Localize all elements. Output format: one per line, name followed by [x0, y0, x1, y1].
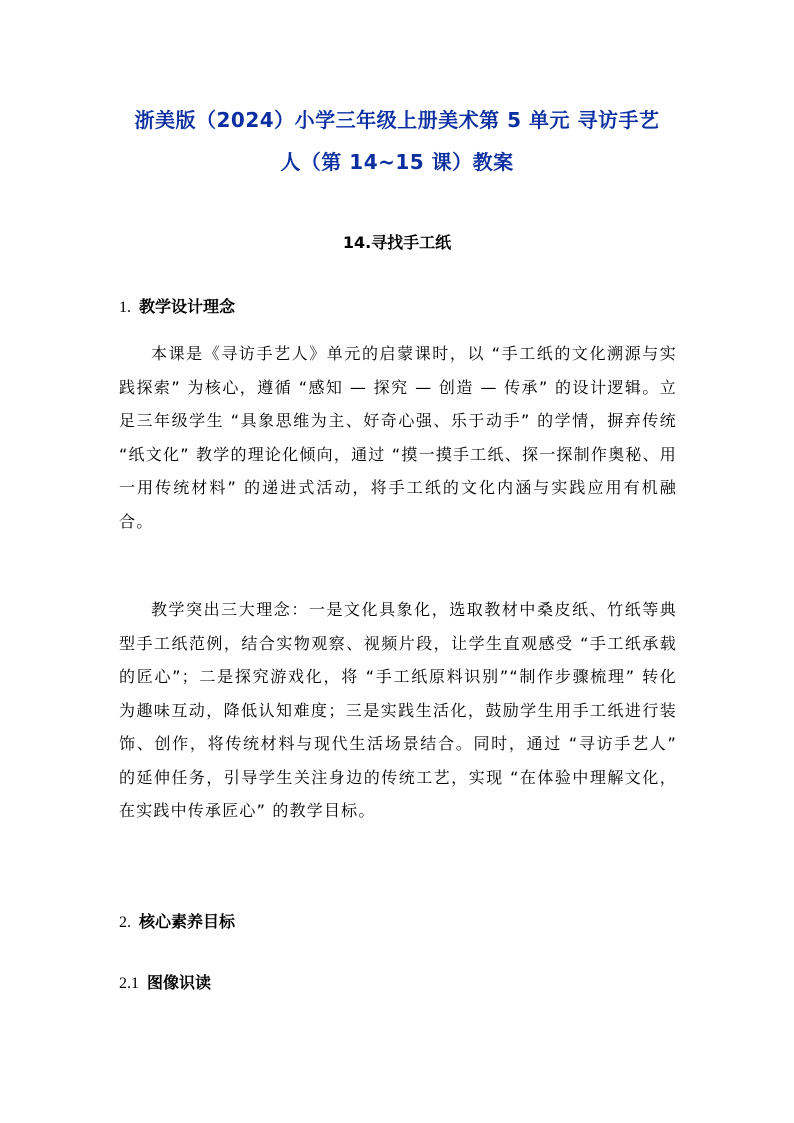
section-number: 2. [119, 914, 131, 931]
paragraph-three-concepts: 教学突出三大理念：一是文化具象化，选取教材中桑皮纸、竹纸等典型手工纸范例，结合实物观察、视频片段，让学生直观感受 “手工纸承载的匠心”；二是探究游戏化，将 “手工纸原料识别”“制作步骤梳理” 转化为趣味互动，降低认知难度；三是实践生活化，鼓励学生用手工纸进行装饰、创作，将传统材料与现代生活场景结合。同时，通过 “寻访手艺人” 的延伸任务，引导学生关注身边的传统工艺，实现 “在体验中理解文化，在实践中传承匠心” 的教学目标。 [119, 600, 677, 820]
subsection-number: 2.1 [119, 975, 139, 992]
lesson-title: 14.寻找手工纸 [342, 233, 452, 252]
section-heading-1 [119, 295, 235, 320]
subsection-heading-text: 图像识读 [147, 973, 212, 992]
section-number: 1. [119, 299, 131, 316]
subsection-heading-2-1 [119, 971, 211, 996]
section-heading-2 [119, 910, 235, 935]
document-title-line2: 人（第 14~15 课）教案 [280, 150, 514, 174]
paragraph-design-concept: 本课是《寻访手艺人》单元的启蒙课时，以 “手工纸的文化溯源与实践探索” 为核心，遵循 “感知 — 探究 — 创造 — 传承” 的设计逻辑。立足三年级学生 “具象思维为主、好奇心强、乐于动手” 的学情，摒弃传统 “纸文化” 教学的理论化倾向，通过 “摸一摸手工纸、探一探制作奥秘、用一用传统材料” 的递进式活动，将手工纸的文化内涵与实践应用有机融合。 [119, 344, 677, 531]
document-title-line1: 浙美版（2024）小学三年级上册美术第 5 单元 寻访手艺 [134, 108, 660, 132]
section-heading-text: 核心素养目标 [139, 912, 236, 931]
section-heading-text: 教学设计理念 [139, 297, 236, 316]
